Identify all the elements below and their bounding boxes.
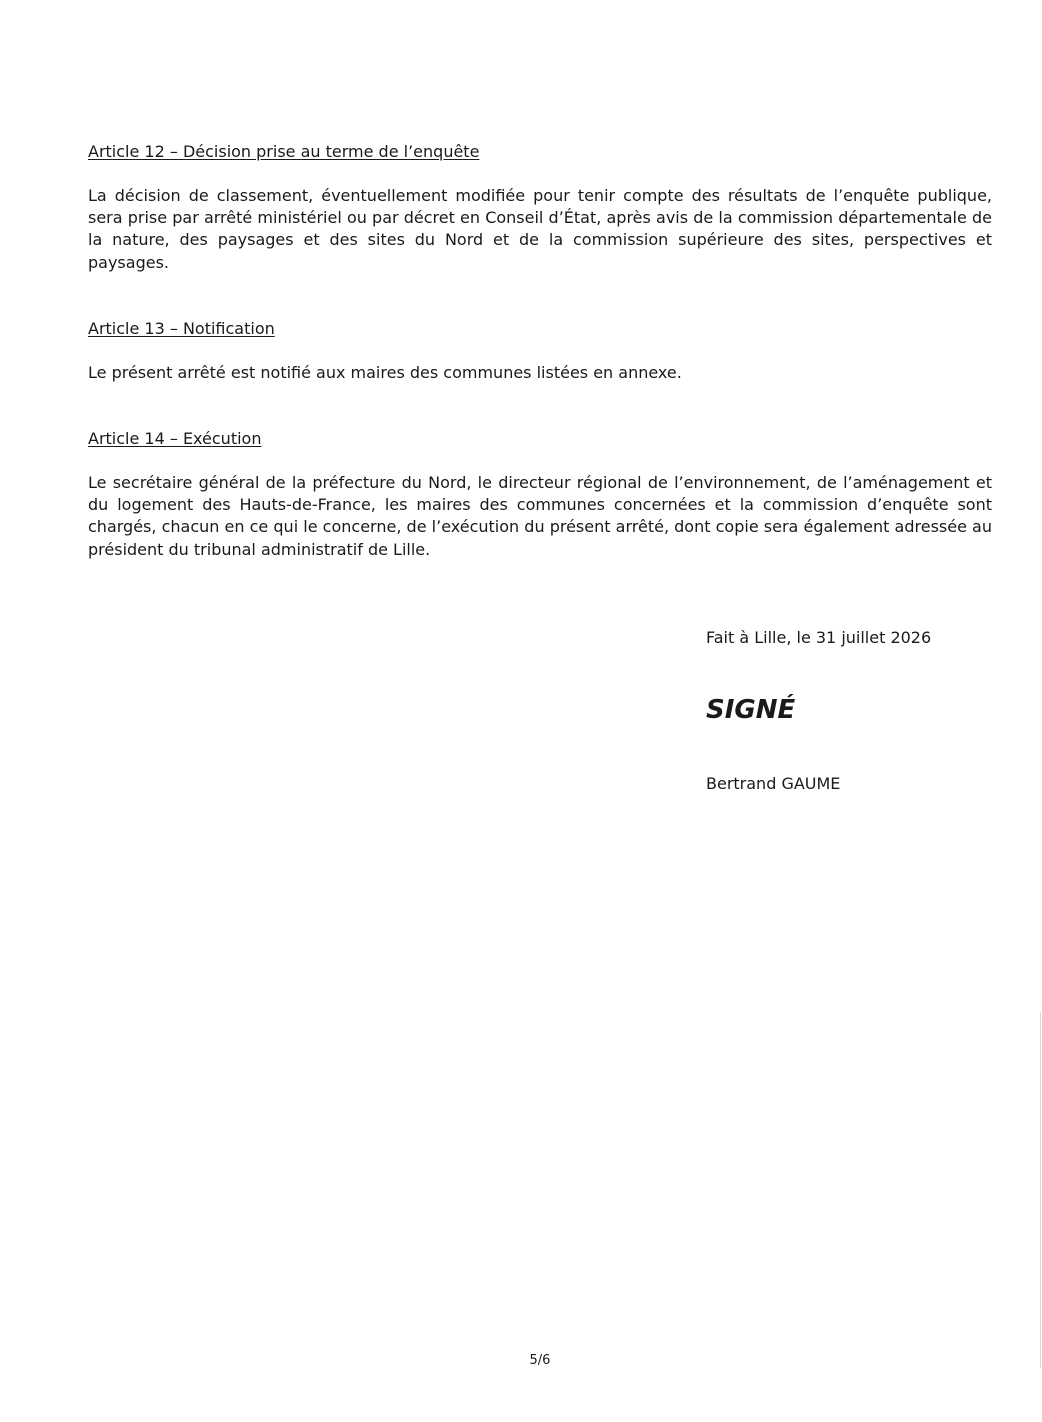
article-14-heading: Article 14 – Exécution <box>88 429 262 448</box>
article-12-heading: Article 12 – Décision prise au terme de l’enquête <box>88 142 480 161</box>
article-13-body: Le présent arrêté est notifié aux maires des communes listées en annexe. <box>88 363 682 382</box>
article-12-body: La décision de classement, éventuellement modifiée pour tenir compte des résultats de l’enquête publique, sera prise par arrêté ministériel ou par décret en Conseil d’État, après avis de la commission départementale de la nature, des paysages et des sites du Nord et de la commission supérieure des sites, perspectives et paysages. <box>88 186 992 272</box>
article-14-body: Le secrétaire général de la préfecture du Nord, le directeur régional de l’environnement, de l’aménagement et du logement des Hauts-de-France, les maires des communes concernées et la commission d’enquête sont chargés, chacun en ce qui le concerne, de l’exécution du présent arrêté, dont copie sera également adressée au président du tribunal administratif de Lille. <box>88 473 992 559</box>
page-number: 5/6 <box>529 1353 551 1368</box>
article-13-heading: Article 13 – Notification <box>88 319 275 338</box>
margin-divider <box>1040 1012 1041 1368</box>
signed-mark: SIGNÉ <box>706 695 796 725</box>
signatory-name: Bertrand GAUME <box>706 774 841 793</box>
place-and-date: Fait à Lille, le 31 juillet 2026 <box>706 628 932 647</box>
